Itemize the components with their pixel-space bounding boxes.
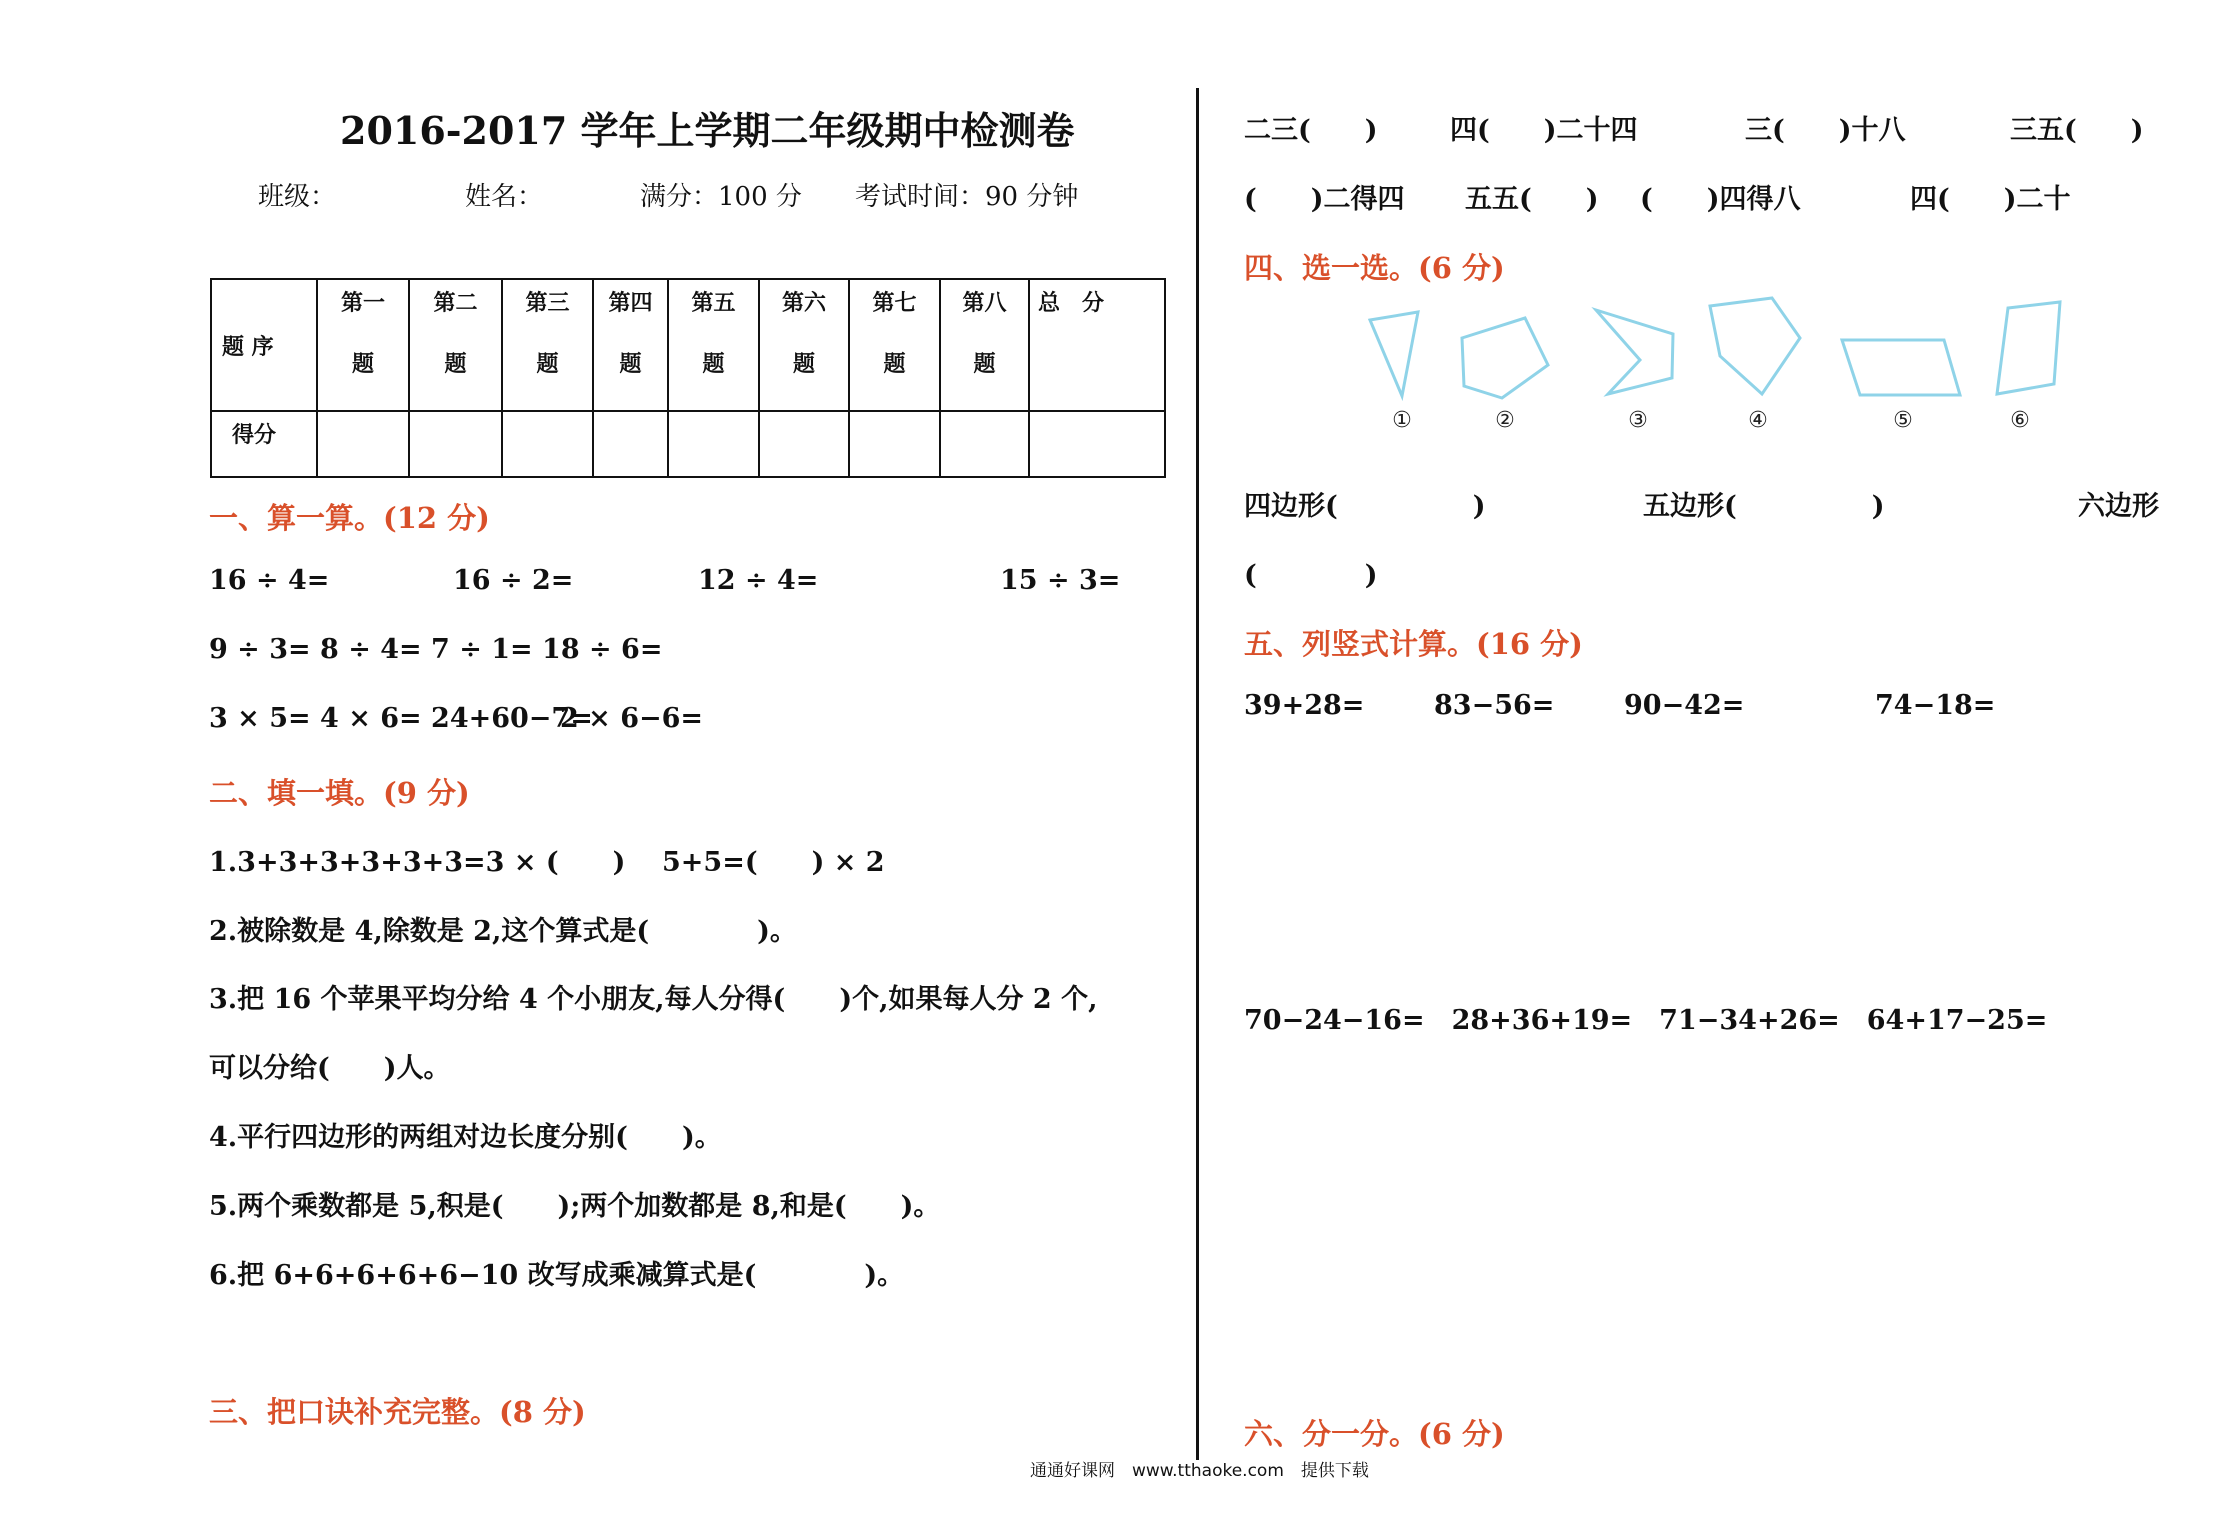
shape-label: ⑤ [1893,408,1913,433]
shape-label: ① [1392,408,1412,433]
exam-time-label: 考试时间：90 分钟 [855,182,1079,212]
score-row-label: 得分 [211,411,317,477]
rhyme-item: 二三( ) [1244,115,1378,146]
rhyme-item: 五五( ) [1465,184,1599,215]
shape-label: ③ [1628,408,1648,433]
rhyme-item: ( )四得八 [1640,184,1801,215]
shape-label: ⑥ [2010,408,2030,433]
calc-item: 16 ÷ 4= [209,565,330,596]
rhyme-item: 四( )二十 [1910,184,2071,215]
fill-question-2: 2.被除数是 4,除数是 2,这个算式是( )。 [209,916,797,947]
score-table [210,278,1166,478]
section-6-heading: 六、分一分。(6 分) [1244,1417,1505,1451]
rhyme-item: 三五( ) [2010,115,2144,146]
shape-6-icon [1997,302,2060,394]
section-3-heading: 三、把口诀补充完整。(8 分) [209,1395,586,1429]
hexagon-label: 六边形 [2078,491,2159,522]
fill-question-4: 4.平行四边形的两组对边长度分别( )。 [209,1122,722,1153]
score-col-8: 第八 题 [940,279,1029,411]
page-title: 2016-2017 学年上学期二年级期中检测卷 [340,108,1075,153]
shape-1-icon [1370,312,1418,396]
calc-row: 9 ÷ 3= 8 ÷ 4= 7 ÷ 1= 18 ÷ 6= [209,634,663,665]
shape-3-icon [1596,310,1673,394]
score-col-6: 第六 题 [759,279,849,411]
vertical-calc-item: 90−42= [1624,690,1745,721]
score-cell[interactable] [317,411,409,477]
full-marks-label: 满分：100 分 [640,182,802,212]
score-col-3: 第三 题 [502,279,593,411]
name-field-label: 姓名： [465,182,544,212]
calc-item: 16 ÷ 2= [453,565,574,596]
section-5-heading: 五、列竖式计算。(16 分) [1244,627,1583,661]
total-score-cell[interactable] [1029,411,1165,477]
score-cell[interactable] [759,411,849,477]
rhyme-item: 四( )二十四 [1450,115,1638,146]
shape-2-icon [1462,318,1548,398]
vertical-calc-item: 74−18= [1875,690,1996,721]
quadrilateral-answer: 四边形( ) [1244,491,1486,522]
score-cell[interactable] [593,411,668,477]
shapes-figure [1340,290,2080,440]
calc-item: 2 × 6−6= [560,703,704,734]
score-cell[interactable] [502,411,593,477]
fill-question-6: 6.把 6+6+6+6+6−10 改写成乘减算式是( )。 [209,1260,905,1291]
hexagon-answer: ( ) [1244,560,1378,591]
fill-question-1b: 5+5=( ) × 2 [662,847,885,878]
score-col-5: 第五 题 [668,279,759,411]
question-order-label: 题 序 [211,279,317,411]
shape-5-icon [1842,340,1960,395]
score-cell[interactable] [940,411,1029,477]
score-cell[interactable] [668,411,759,477]
footer-source: 通通好课网 www.tthaoke.com 提供下载 [1030,1461,1369,1481]
calc-row: 3 × 5= 4 × 6= 24+60−7= [209,703,593,734]
shape-label: ② [1495,408,1515,433]
fill-question-5: 5.两个乘数都是 5,积是( );两个加数都是 8,和是( )。 [209,1191,941,1222]
vertical-calc-row: 70−24−16= 28+36+19= 71−34+26= 64+17−25= [1244,1005,2048,1036]
total-score-label: 总 分 [1029,279,1165,411]
rhyme-item: 三( )十八 [1745,115,1906,146]
section-4-heading: 四、选一选。(6 分) [1244,251,1505,285]
vertical-calc-item: 39+28= [1244,690,1365,721]
section-1-heading: 一、算一算。(12 分) [209,501,490,535]
rhyme-item: ( )二得四 [1244,184,1405,215]
vertical-calc-item: 83−56= [1434,690,1555,721]
calc-item: 12 ÷ 4= [698,565,819,596]
score-col-1: 第一 题 [317,279,409,411]
calc-item: 15 ÷ 3= [1000,565,1121,596]
fill-question-3: 3.把 16 个苹果平均分给 4 个小朋友,每人分得( )个,如果每人分 2 个, [209,984,1098,1015]
score-cell[interactable] [849,411,940,477]
fill-question-3-cont: 可以分给( )人。 [209,1053,451,1084]
score-col-4: 第四 题 [593,279,668,411]
score-col-2: 第二 题 [409,279,502,411]
score-col-7: 第七 题 [849,279,940,411]
class-field-label: 班级： [258,182,337,212]
shape-label: ④ [1748,408,1768,433]
pentagon-answer: 五边形( ) [1643,491,1885,522]
shape-4-icon [1710,298,1800,394]
score-cell[interactable] [409,411,502,477]
fill-question-1a: 1.3+3+3+3+3+3=3 × ( ) [209,847,626,878]
column-divider [1196,88,1199,1460]
section-2-heading: 二、填一填。(9 分) [209,776,470,810]
